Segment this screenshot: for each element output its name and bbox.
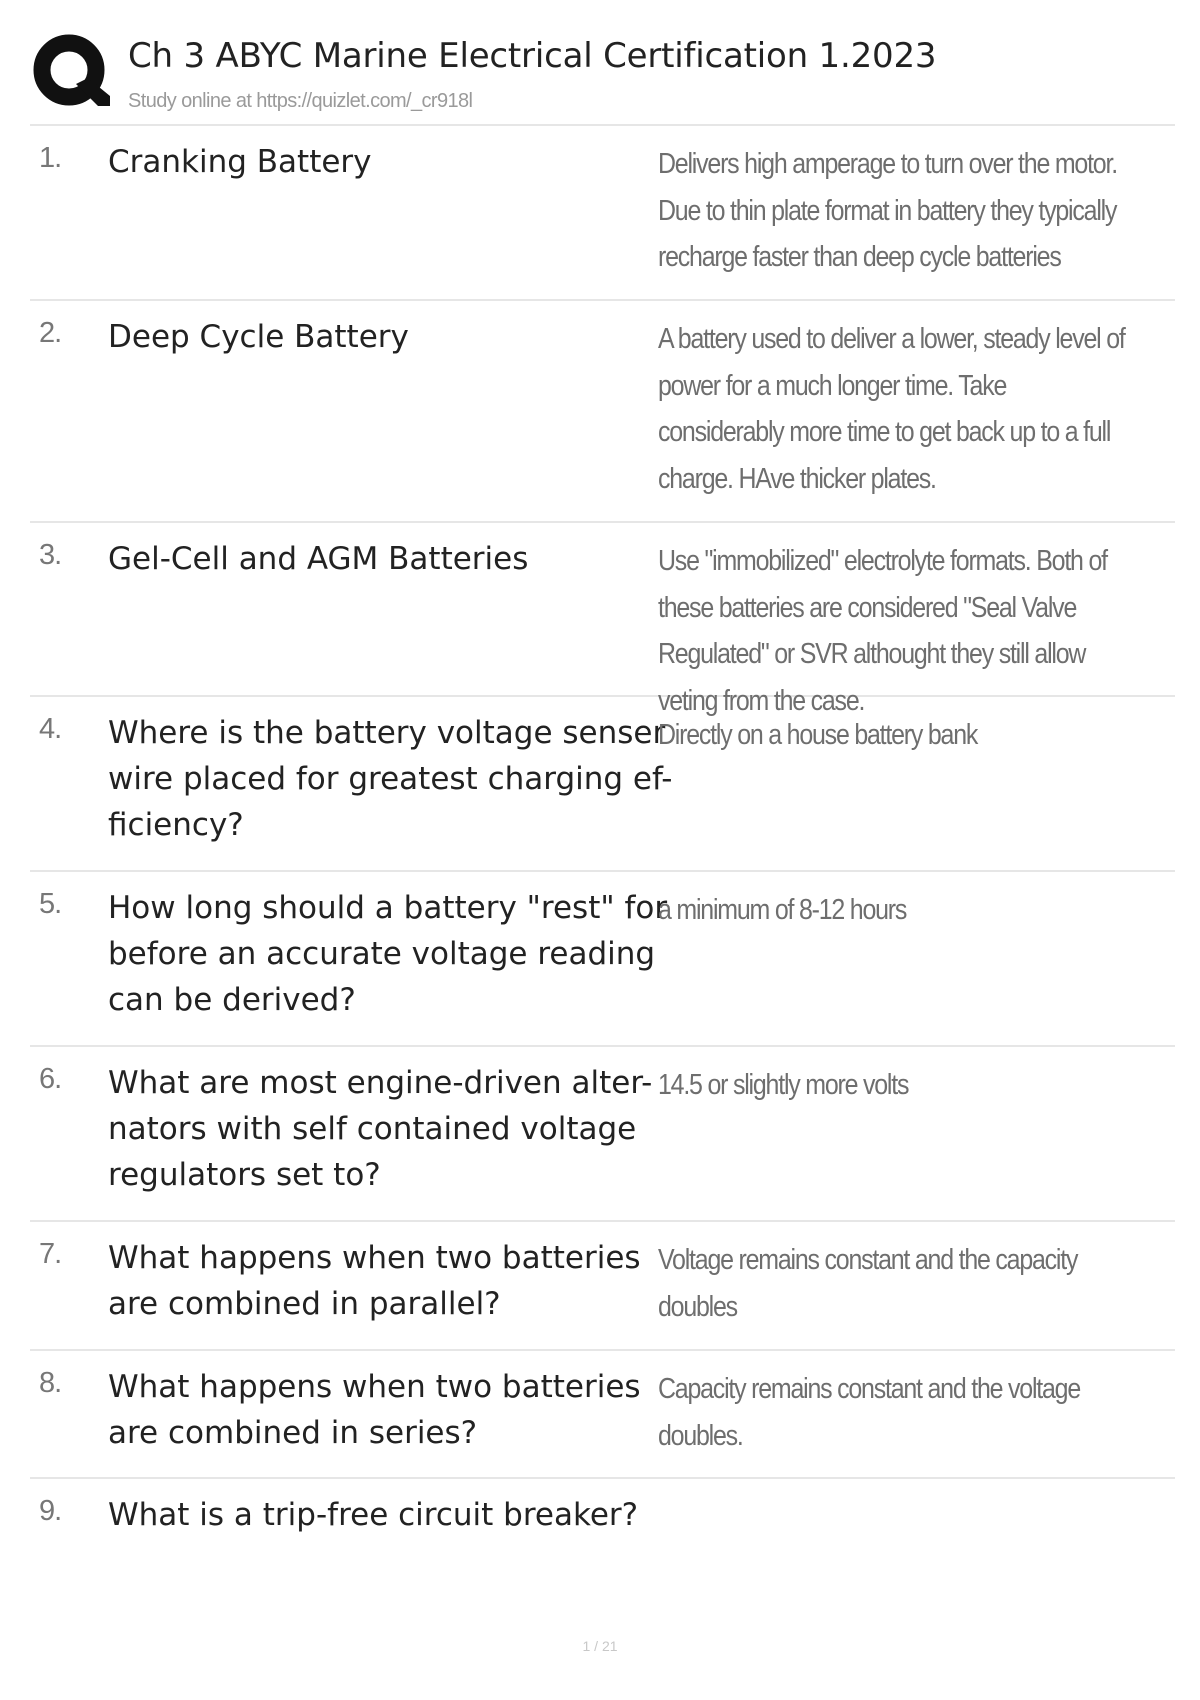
document-header — [30, 30, 1175, 125]
card-definition: Delivers high amperage to turn over the motor. Due to thin plate format in battery they typically recharge faster than deep cycle batteries — [658, 148, 1117, 273]
card-number: 5. — [39, 888, 62, 920]
card-number: 4. — [39, 713, 62, 745]
card-term: Where is the battery voltage senser wire placed for greatest charging ef-ficiency? — [108, 715, 673, 843]
card-number: 7. — [39, 1238, 62, 1270]
flashcard-row — [30, 523, 1175, 717]
card-definition: A battery used to deliver a lower, steady level of power for a much longer time. Take considerably more time to get back up to a full charge. HAve thicker plates. — [658, 323, 1125, 495]
card-term: What happens when two batteries are combined in series? — [108, 1369, 641, 1451]
flashcard-row — [30, 126, 1175, 301]
card-number: 6. — [39, 1063, 62, 1095]
card-number: 9. — [39, 1495, 62, 1527]
flashcard-list — [30, 126, 1175, 1569]
card-number: 8. — [39, 1367, 62, 1399]
flashcard-row — [30, 1479, 1175, 1569]
card-term: What is a trip-free circuit breaker? — [108, 1497, 639, 1533]
quizlet-logo-icon — [32, 32, 110, 110]
flashcard-row — [30, 1047, 1175, 1222]
card-definition: Capacity remains constant and the voltage doubles. — [658, 1373, 1081, 1452]
card-definition: Use "immobilized" electrolyte formats. Both of these batteries are considered "Seal Valve Regulated" or SVR althought they still allow veting from the case. — [658, 545, 1107, 717]
study-online-link[interactable]: Study online at https://quizlet.com/_cr918l — [128, 90, 473, 112]
card-definition: a minimum of 8-12 hours — [658, 894, 907, 926]
flashcard-row — [30, 1351, 1175, 1479]
card-number: 3. — [39, 539, 62, 571]
flashcard-row — [30, 697, 1175, 872]
flashcard-row — [30, 872, 1175, 1047]
card-definition: Voltage remains constant and the capacity doubles — [658, 1244, 1078, 1323]
flashcard-row — [30, 1222, 1175, 1351]
card-term: Gel-Cell and AGM Batteries — [108, 541, 529, 577]
card-term: What are most engine-driven alter-nators with self contained voltage regulators set to? — [108, 1065, 653, 1193]
set-title: Ch 3 ABYC Marine Electrical Certification 1.2023 — [128, 36, 937, 76]
page-indicator: 1 / 21 — [582, 1638, 618, 1654]
card-definition: Directly on a house battery bank — [658, 719, 978, 751]
card-term: How long should a battery "rest" for before an accurate voltage reading can be derived? — [108, 890, 668, 1018]
card-term: What happens when two batteries are combined in parallel? — [108, 1240, 641, 1322]
card-number: 2. — [39, 317, 62, 349]
card-definition: 14.5 or slightly more volts — [658, 1069, 909, 1101]
card-term: Cranking Battery — [108, 144, 372, 180]
flashcard-row — [30, 301, 1175, 523]
card-term: Deep Cycle Battery — [108, 319, 409, 355]
card-number: 1. — [39, 142, 62, 174]
